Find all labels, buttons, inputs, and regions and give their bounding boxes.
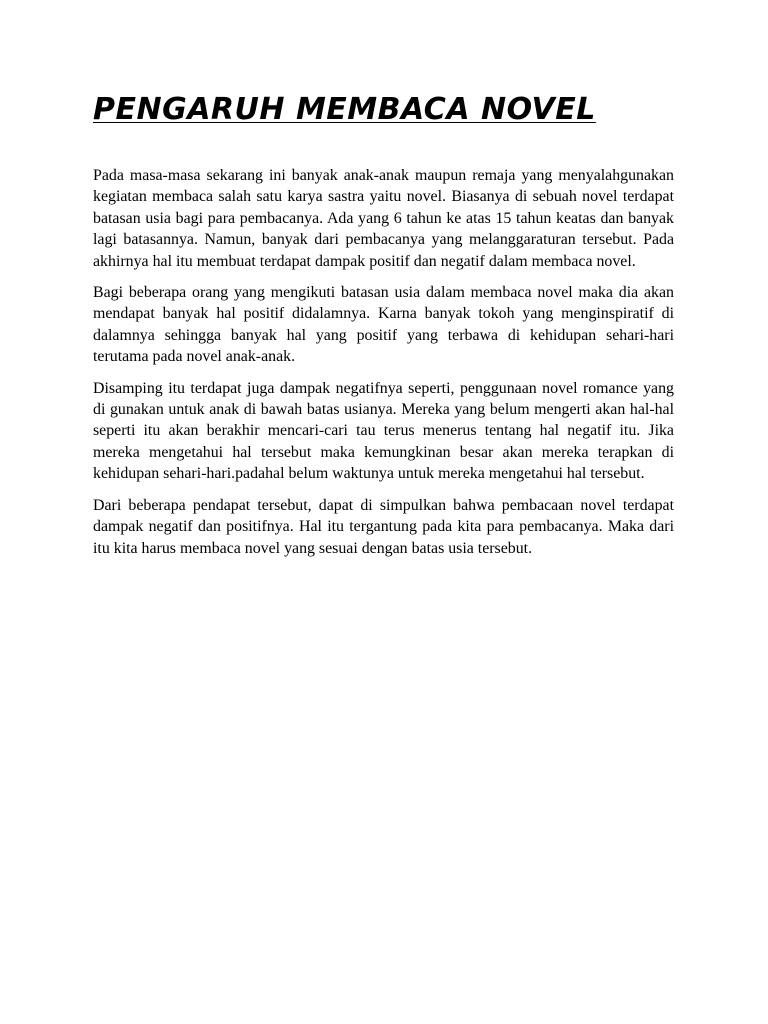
document-page	[93, 86, 674, 569]
document-title: PENGARUH MEMBACA NOVEL	[93, 92, 596, 127]
paragraph-conclusion: Dari beberapa pendapat tersebut, dapat di simpulkan bahwa pembacaan novel terdapat dampak negatif dan positifnya. Hal itu tergantung pada kita para pembacanya. Maka dari itu kita harus membaca novel yang sesuai dengan batas usia tersebut.	[93, 496, 674, 557]
paragraph-positive-impact: Bagi beberapa orang yang mengikuti batasan usia dalam membaca novel maka dia akan mendapat banyak hal positif didalamnya. Karna banyak tokoh yang menginspiratif di dalamnya sehingga banyak hal yang positif yang terbawa di kehidupan sehari-hari terutama pada novel anak-anak.	[93, 284, 674, 366]
paragraph-negative-impact: Disamping itu terdapat juga dampak negatifnya seperti, penggunaan novel romance yang di gunakan untuk anak di bawah batas usianya. Mereka yang belum mengerti akan hal-hal seperti itu akan berakhir mencari-cari tau terus menerus tentang hal negatif itu. Jika mereka mengetahui hal tersebut maka kemungkinan besar akan mereka terapkan di kehidupan sehari-hari.padahal belum waktunya untuk mereka mengetahui hal tersebut.	[93, 379, 674, 483]
paragraph-intro: Pada masa-masa sekarang ini banyak anak-anak maupun remaja yang menyalahgunakan kegiatan membaca salah satu karya sastra yaitu novel. Biasanya di sebuah novel terdapat batasan usia bagi para pembacanya. Ada yang 6 tahun ke atas 15 tahun keatas dan banyak lagi batasannya. Namun, banyak dari pembacanya yang melanggaraturan tersebut. Pada akhirnya hal itu membuat terdapat dampak positif dan negatif dalam membaca novel.	[93, 167, 674, 270]
document-body	[93, 165, 674, 559]
